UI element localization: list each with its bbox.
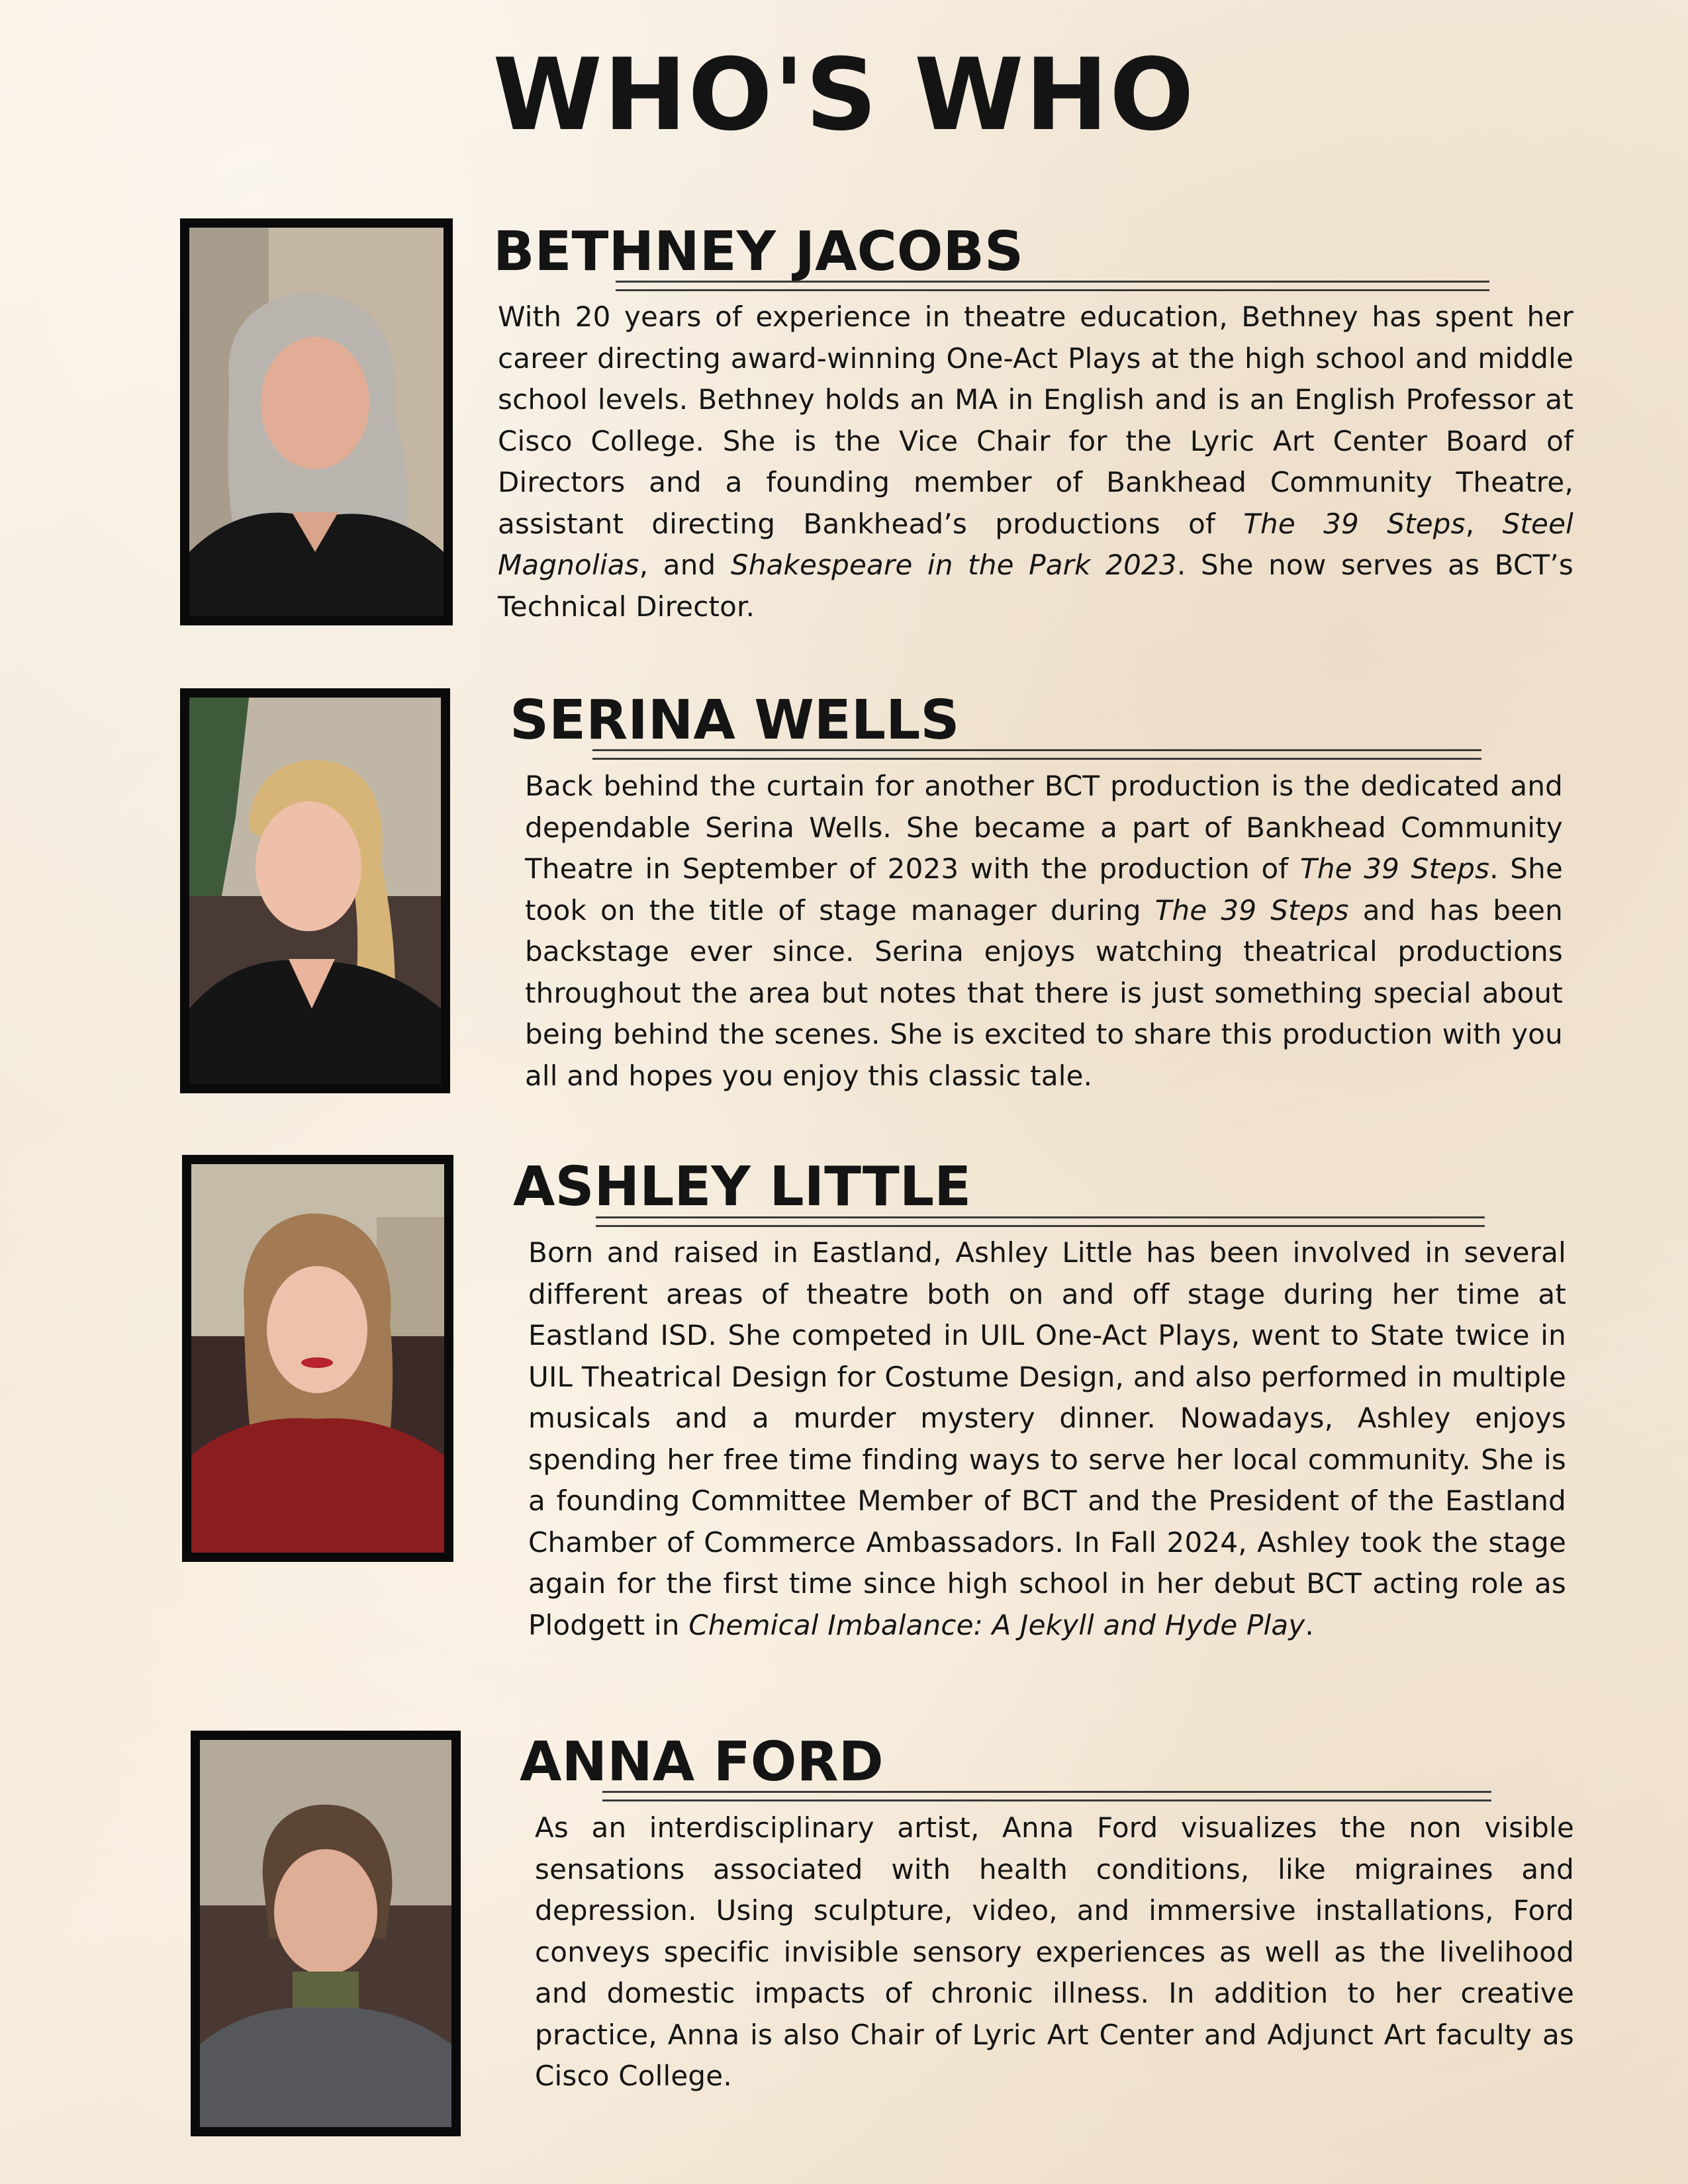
bio-text: Born and raised in Eastland, Ashley Little has been involved in several different areas of theatre both on and off stage during her time at Eastland ISD. She competed in UIL One-Act Plays, went to State twice in UIL Theatrical Design for Costume Design, and also performed in multiple musicals and a murder mystery dinner. Nowadays, Ashley enjoys spending her free time finding ways to serve her local community. She is a founding Committee Member of BCT and the President of the Eastland Chamber of Commerce Ambassadors. In Fall 2024, Ashley took the stage again for the first time since high school in her debut BCT acting role as Plodgett in [528, 1236, 1566, 1641]
page-title: WHO'S WHO [492, 38, 1196, 153]
portrait-photo-serina-wells [180, 688, 450, 1093]
bio-text: . She took on the title of stage manager during [525, 852, 1563, 927]
name-underline-rule [616, 281, 1489, 291]
bio-italic-title: Chemical Imbalance: A Jekyll and Hyde Play [688, 1608, 1305, 1641]
person-bio [525, 766, 1563, 1097]
bio-text: As an interdisciplinary artist, Anna Ford visualizes the non visible sensations associated with health conditions, like migraines and depression. Using sculpture, video, and immersive installations, Ford conveys specific invisible sensory experiences as well as the livelihood and domestic impacts of chronic illness. In addition to her creative practice, Anna is also Chair of Lyric Art Center and Adjunct Art faculty as Cisco College. [535, 1811, 1574, 2092]
person-name: ASHLEY LITTLE [513, 1156, 972, 1218]
bio-text: , [1465, 507, 1503, 540]
bio-italic-title: The 39 Steps [1299, 852, 1490, 885]
portrait-photo-ashley-little [182, 1155, 453, 1562]
person-bio [498, 296, 1573, 627]
name-underline-rule [602, 1791, 1491, 1801]
person-bio [535, 1807, 1574, 2097]
portrait-photo-anna-ford [191, 1731, 461, 2136]
person-name: ANNA FORD [520, 1731, 884, 1794]
person-name: SERINA WELLS [510, 689, 960, 752]
bio-italic-title: The 39 Steps [1154, 893, 1349, 927]
bio-text: . [1305, 1608, 1314, 1641]
bio-text: With 20 years of experience in theatre education, Bethney has spent her career directing award-winning One-Act Plays at the high school and middle school levels. Bethney holds an MA in English and is an English Professor at Cisco College. She is the Vice Chair for the Lyric Art Center Board of Directors and a founding member of Bankhead Community Theatre, assistant directing Bankhead’s productions of [498, 300, 1573, 540]
bio-text: , and [639, 549, 731, 581]
bio-text: and has been backstage ever since. Serina enjoys watching theatrical productions throughout the area but notes that there is just something special about being behind the scenes. She is excited to share this production with you all and hopes you enjoy this classic tale. [525, 893, 1563, 1092]
person-name: BETHNEY JACOBS [493, 220, 1024, 283]
name-underline-rule [596, 1216, 1485, 1227]
bio-italic-title: Steel Magnolias [498, 507, 1573, 581]
bio-text: . She now serves as BCT’s Technical Director. [498, 549, 1573, 623]
bio-text: Back behind the curtain for another BCT production is the dedicated and dependable Serina Wells. She became a part of Bankhead Community Theatre in September of 2023 with the production of [525, 770, 1563, 885]
bio-italic-title: The 39 Steps [1243, 507, 1466, 540]
name-underline-rule [592, 749, 1481, 760]
person-bio [528, 1232, 1566, 1646]
portrait-photo-bethney-jacobs [180, 218, 453, 625]
bio-italic-title: Shakespeare in the Park 2023 [730, 549, 1177, 581]
